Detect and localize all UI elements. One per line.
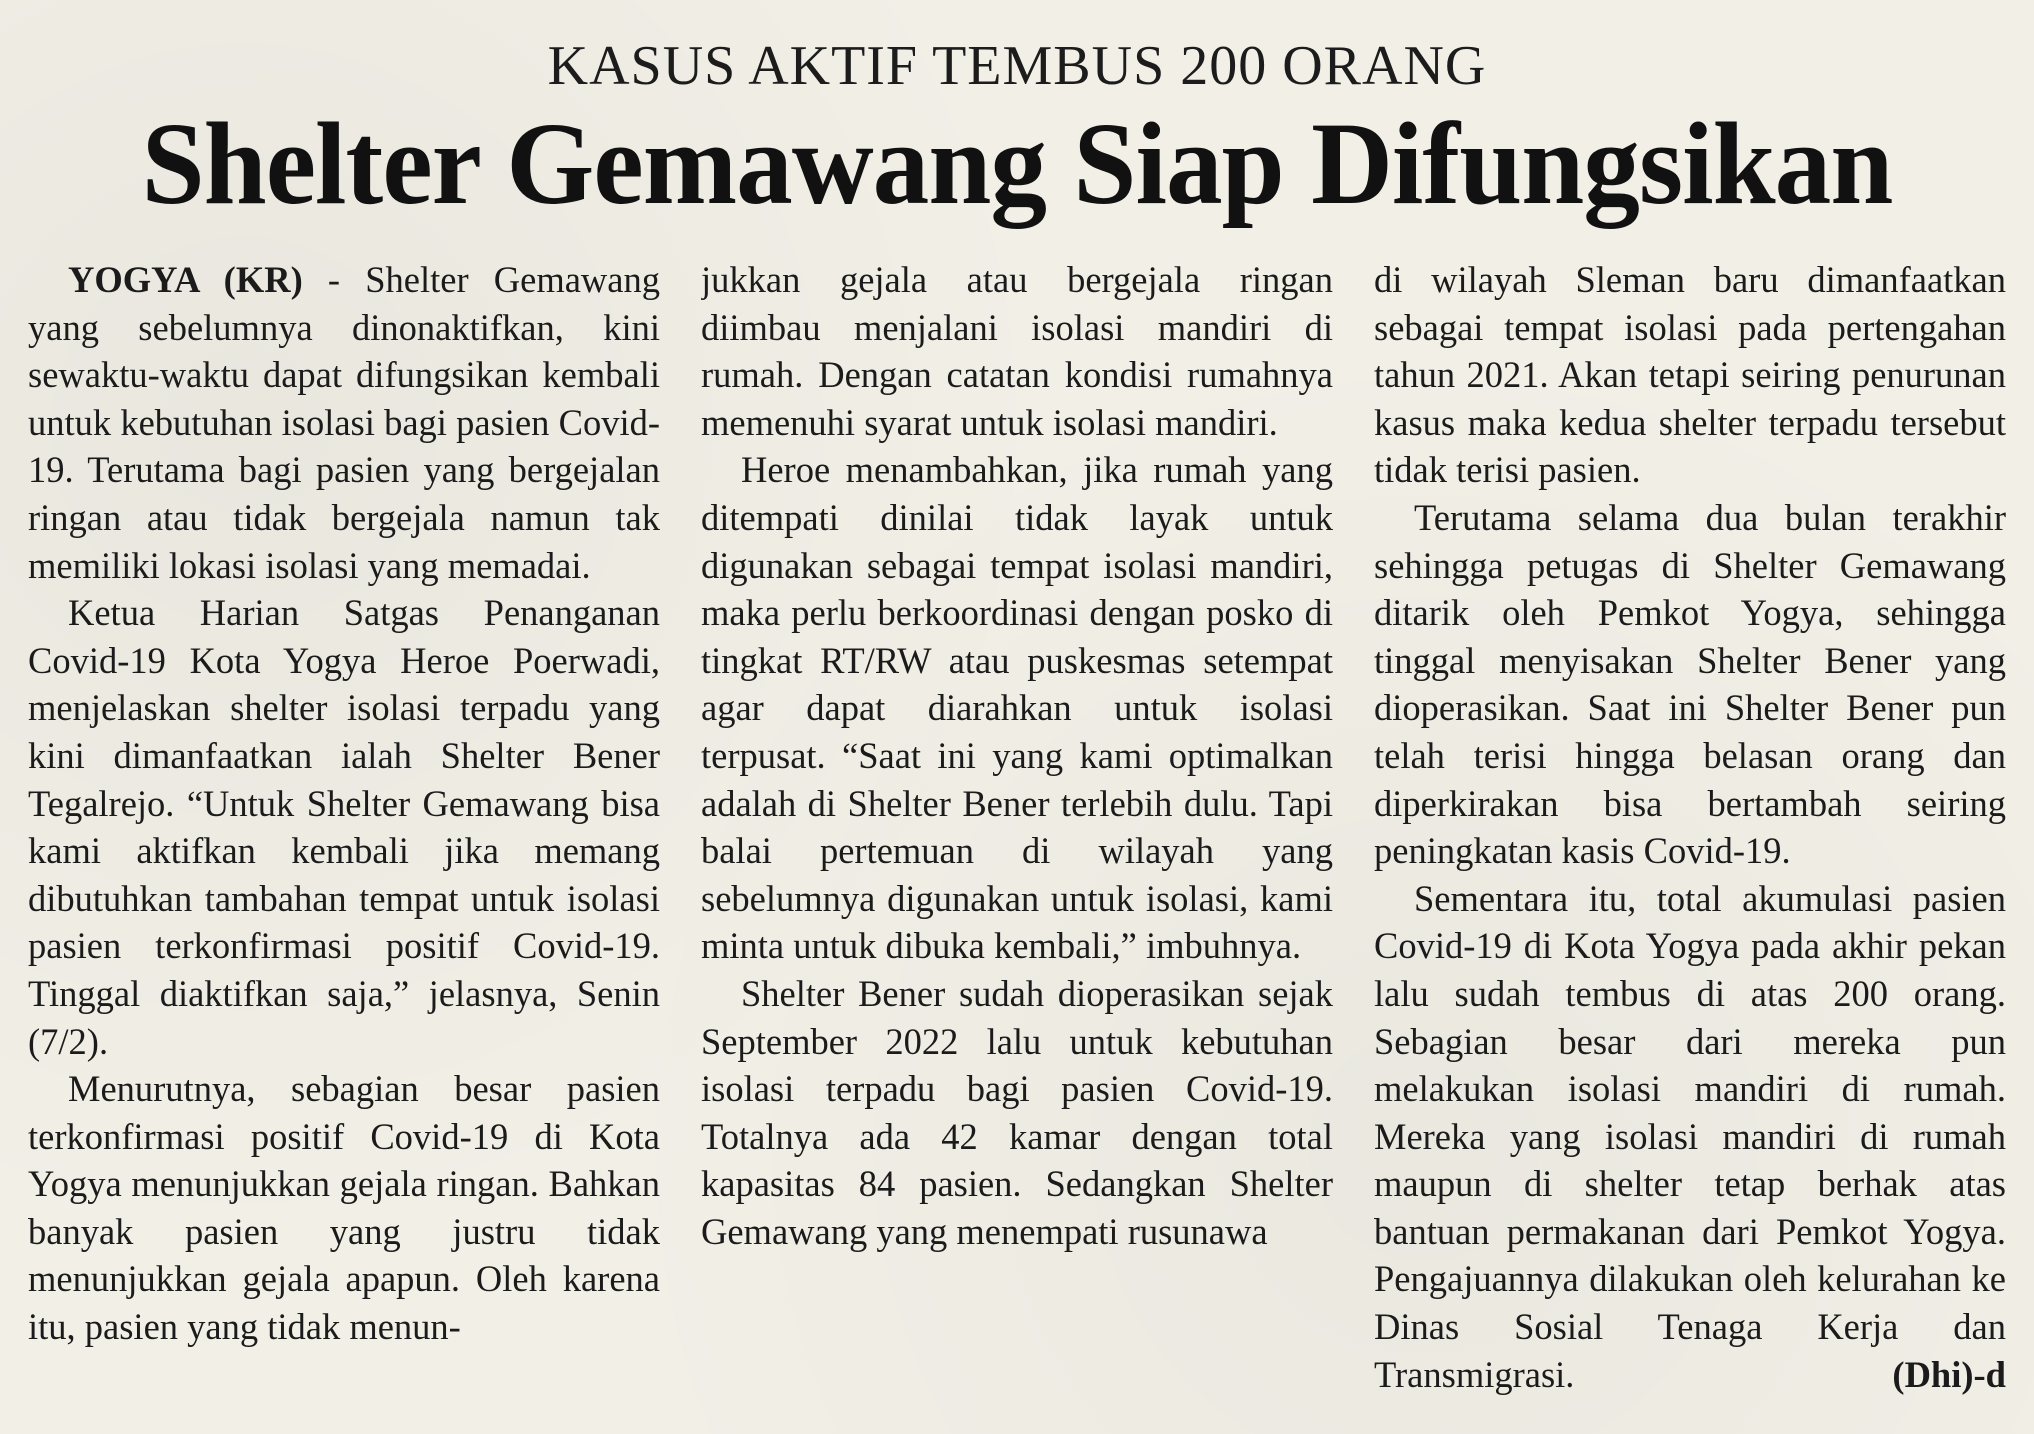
article-kicker: KASUS AKTIF TEMBUS 200 ORANG bbox=[547, 35, 1487, 97]
paragraph: Menurutnya, sebagian besar pasien terkonfirmasi positif Covid-19 di Kota Yogya menunjukkan gejala ringan. Bahkan banyak pasien yang justru tidak menunjukkan gejala apapun. Oleh karena itu, pasien yang tidak menun- bbox=[28, 1068, 660, 1348]
dateline: YOGYA (KR) bbox=[68, 259, 303, 300]
paragraph bbox=[1374, 875, 2006, 1399]
column-1 bbox=[28, 256, 660, 1406]
article-body bbox=[28, 256, 2006, 1406]
article-headline: Shelter Gemawang Siap Difungsikan bbox=[141, 98, 1893, 229]
paragraph bbox=[28, 256, 660, 589]
paragraph: Heroe menambahkan, jika rumah yang ditempati dinilai tidak layak untuk digunakan sebagai tempat isolasi mandiri, maka perlu berkoordinasi dengan posko di tingkat RT/RW atau puskesmas setempat agar dapat diarahkan untuk isolasi terpusat. “Saat ini yang kami optimalkan adalah di Shelter Bener terlebih dulu. Tapi balai pertemuan di wilayah yang sebelumnya digunakan untuk isolasi, kami minta untuk dibuka kembali,” imbuhnya. bbox=[701, 449, 1333, 967]
byline: (Dhi)-d bbox=[1892, 1353, 2006, 1395]
paragraph: di wilayah Sleman baru dimanfaatkan sebagai tempat isolasi pada pertengahan tahun 2021. Akan tetapi seiring penurunan kasus maka kedua shelter terpadu tersebut tidak terisi pasien. bbox=[1374, 259, 2006, 491]
paragraph-text: - Shelter Gemawang yang sebelumnya dinonaktifkan, kini sewaktu-waktu dapat difungsikan kembali untuk kebutuhan isolasi bagi pasien Covid-19. Terutama bagi pasien yang bergejalan ringan atau tidak bergejala namun tak memiliki lokasi isolasi yang memadai. bbox=[28, 259, 660, 586]
paragraph: Ketua Harian Satgas Penanganan Covid-19 Kota Yogya Heroe Poerwadi, menjelaskan shelter isolasi terpadu yang kini dimanfaatkan ialah Shelter Bener Tegalrejo. “Untuk Shelter Gemawang bisa kami aktifkan kembali jika memang dibutuhkan tambahan tempat untuk isolasi pasien terkonfirmasi positif Covid-19. Tinggal diaktifkan saja,” jelasnya, Senin (7/2). bbox=[28, 592, 660, 1062]
paragraph: Terutama selama dua bulan terakhir sehingga petugas di Shelter Gemawang ditarik oleh Pemkot Yogya, sehingga tinggal menyisakan Shelter Bener yang dioperasikan. Saat ini Shelter Bener pun telah terisi hingga belasan orang dan diperkirakan bisa bertambah seiring peningkatan kasis Covid-19. bbox=[1374, 496, 2006, 872]
paragraph: jukkan gejala atau bergejala ringan diimbau menjalani isolasi mandiri di rumah. Dengan catatan kondisi rumahnya memenuhi syarat untuk isolasi mandiri. bbox=[701, 259, 1333, 443]
column-2 bbox=[701, 256, 1333, 1406]
column-3 bbox=[1374, 256, 2006, 1406]
paragraph-text: Sementara itu, total akumulasi pasien Covid-19 di Kota Yogya pada akhir pekan lalu sudah tembus di atas 200 orang. Sebagian besar dari mereka pun melakukan isolasi mandiri di rumah. Mereka yang isolasi mandiri di rumah maupun di shelter tetap berhak atas bantuan permakanan dari Pemkot Yogya. Pengajuannya dilakukan oleh kelurahan ke Dinas Sosial Tenaga Kerja dan Transmigrasi. bbox=[1374, 877, 2006, 1395]
paragraph: Shelter Bener sudah dioperasikan sejak September 2022 lalu untuk kebutuhan isolasi terpadu bagi pasien Covid-19. Totalnya ada 42 kamar dengan total kapasitas 84 pasien. Sedangkan Shelter Gemawang yang menempati rusunawa bbox=[701, 972, 1333, 1252]
